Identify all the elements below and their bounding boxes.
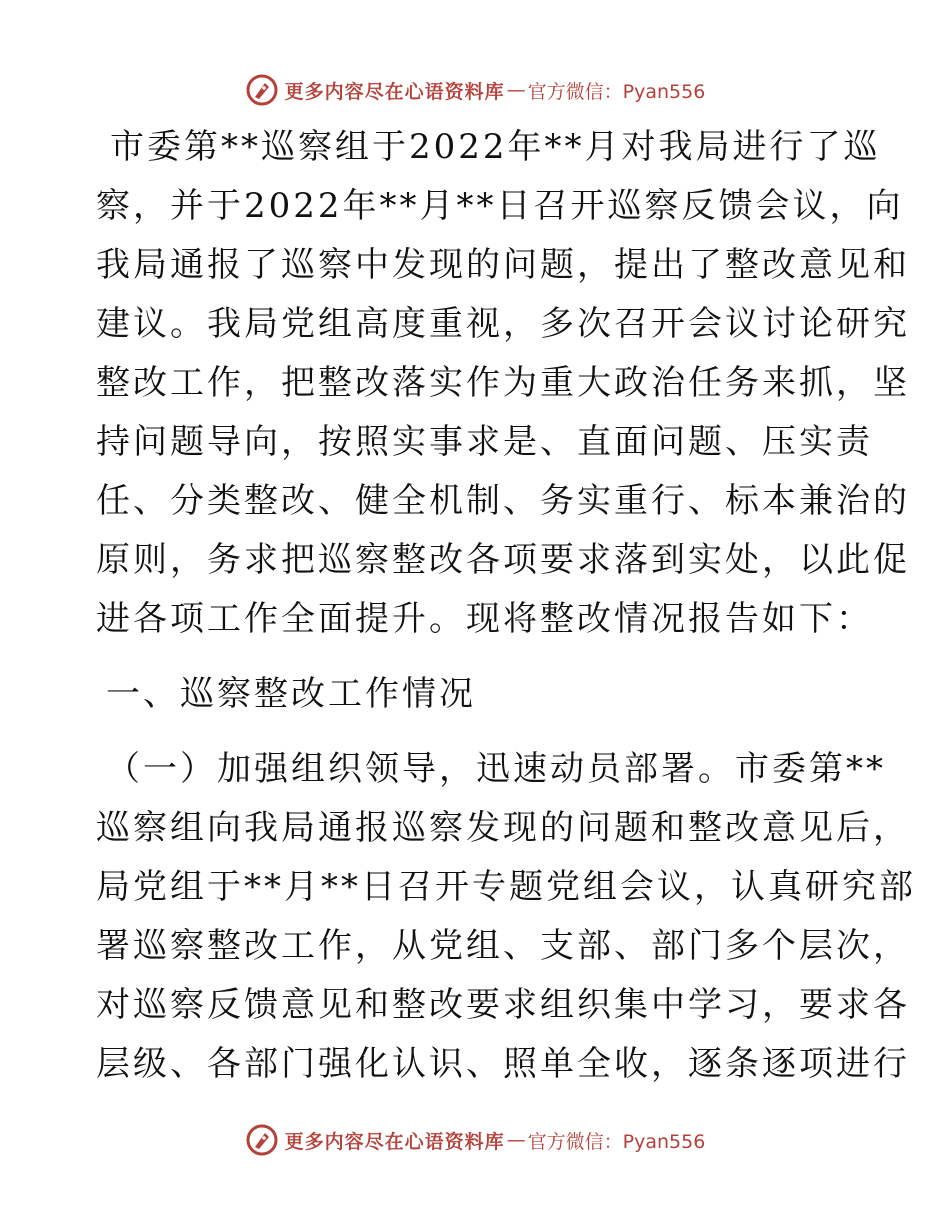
text-line: 持问题导向，按照实事求是、直面问题、压实责 [96,422,873,462]
banner-wechat: 官方微信：Pyan556 [527,1130,706,1153]
banner-separator: — [506,1129,526,1151]
pen-nib-circle-icon [245,1123,279,1157]
text-line: 察，并于2022年**月**日召开巡察反馈会议，向 [96,186,904,226]
banner-wechat: 官方微信：Pyan556 [527,80,706,103]
section-heading: 一、巡察整改工作情况 [106,674,476,714]
text-line: 我局通报了巡察中发现的问题，提出了整改意见和 [96,245,910,285]
text-line: 层级、各部门强化认识、照单全收，逐条逐项进行 [96,1044,910,1084]
text-line: 对巡察反馈意见和整改要求组织集中学习，要求各 [96,985,910,1025]
text-line: 署巡察整改工作，从党组、支部、部门多个层次， [96,926,910,966]
text-line: （一）加强组织领导，迅速动员部署。市委第** [106,749,886,789]
footer-banner [0,1120,950,1160]
text-line: 进各项工作全面提升。现将整改情况报告如下： [96,599,873,639]
document-body [96,118,916,1094]
pen-nib-circle-icon [245,73,279,107]
header-banner [0,70,950,110]
text-line: 局党组于**月**日召开专题党组会议，认真研究部 [96,867,916,907]
banner-title: 更多内容尽在心语资料库 [284,1130,505,1153]
text-line: 原则，务求把巡察整改各项要求落到实处，以此促 [96,540,910,580]
banner-separator: — [506,79,526,101]
banner-title: 更多内容尽在心语资料库 [284,80,505,103]
text-line: 整改工作，把整改落实作为重大政治任务来抓，坚 [96,363,910,403]
text-line: 任、分类整改、健全机制、务实重行、标本兼治的 [96,481,910,521]
text-line: 巡察组向我局通报巡察发现的问题和整改意见后， [96,808,910,848]
text-line: 建议。我局党组高度重视，多次召开会议讨论研究 [96,304,910,344]
text-line: 市委第**巡察组于2022年**月对我局进行了巡 [110,127,881,167]
